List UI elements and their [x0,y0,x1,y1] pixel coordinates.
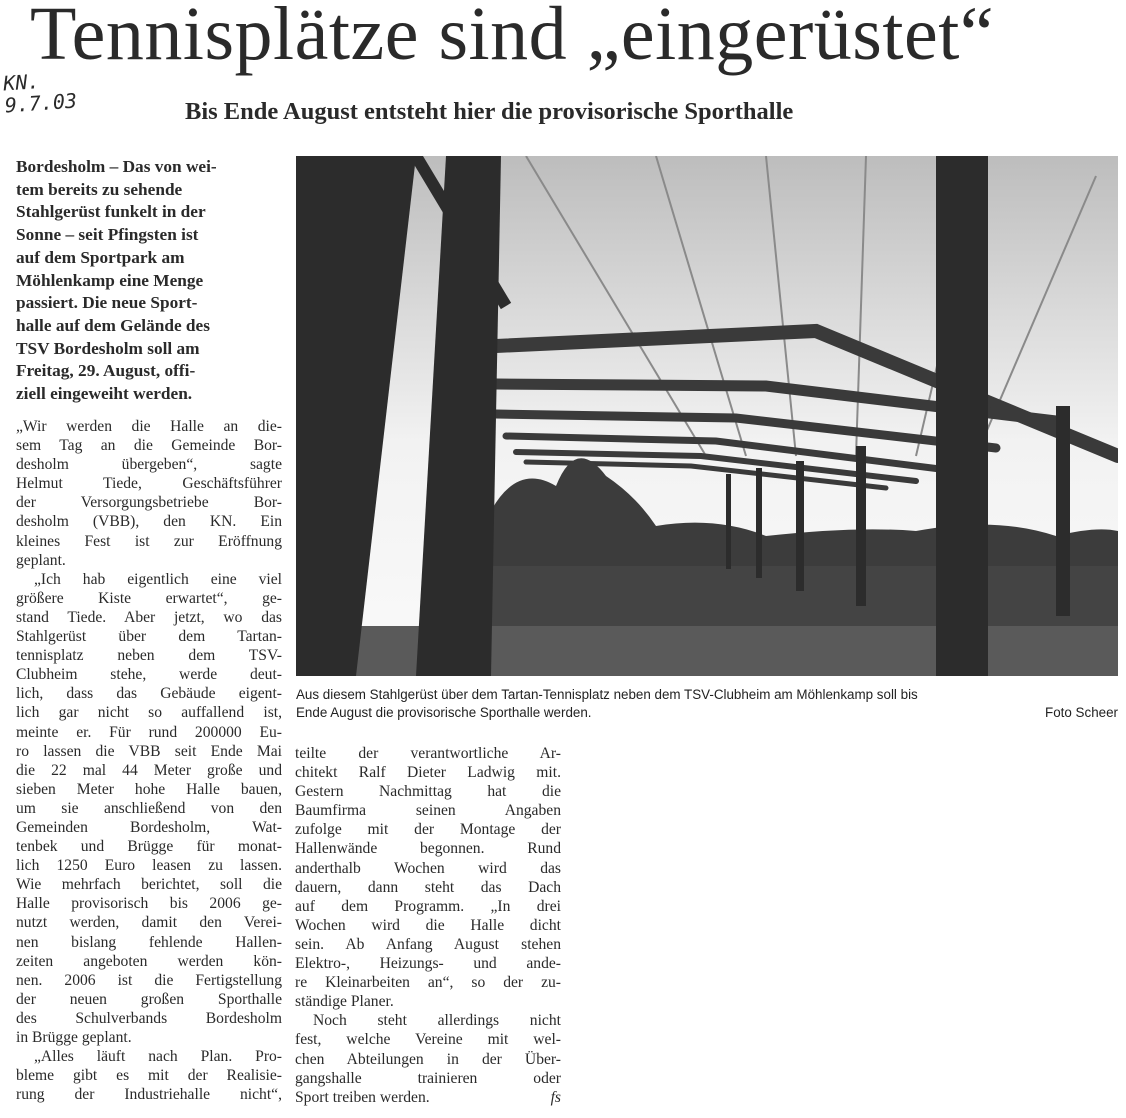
body-line: größere Kiste erwartet“, ge- [16,589,282,607]
lead-line: Stahlgerüst funkelt in der [16,202,206,222]
headline: Tennisplätze sind „eingerüstet“ [30,0,995,76]
body-line: der Versorgungsbetriebe Bor- [16,494,282,512]
body-line: sem Tag an die Gemeinde Bor- [16,437,282,455]
body-line: Wie mehrfach berichtet, soll die [16,876,282,894]
subheadline: Bis Ende August entsteht hier die provisorische Sporthalle [185,98,794,125]
body-line: zufolge mit der Montage der [295,821,561,839]
lead-line: ziell eingeweiht werden. [16,384,193,404]
handwritten-note [3,68,78,117]
body-line: Halle provisorisch bis 2006 ge- [16,895,282,913]
body-line: der neuen großen Sporthalle [16,990,282,1008]
lead-line: Bordesholm – Das von wei- [16,157,217,176]
body-line: desholm (VBB), den KN. Ein [16,513,282,531]
body-line: die 22 mal 44 Meter große und [16,761,282,779]
body-line: Helmut Tiede, Geschäftsführer [16,475,282,493]
body-line-text: Sport treiben werden. [295,1088,430,1106]
body-line: kleines Fest ist zur Eröffnung [16,532,282,550]
lead-line: TSV Bordesholm soll am [16,338,200,358]
body-line: geplant. [16,551,66,569]
body-line: chitekt Ralf Dieter Ladwig mit. [295,764,561,782]
body-line: Clubheim stehe, werde deut- [16,666,282,684]
body-line: nen bislang fehlende Hallen- [16,933,282,951]
body-line: lich 1250 Euro leasen zu lassen. [16,857,282,875]
body-line: stand Tiede. Aber jetzt, wo das [16,608,282,626]
body-line: Hallenwände begonnen. Rund [295,840,561,858]
body-line: chen Abteilungen in der Über- [295,1050,561,1068]
body-line: Baumfirma seinen Angaben [295,802,561,820]
body-line: in Brügge geplant. [16,1029,132,1046]
body-line: um sie anschließend von den [16,799,282,817]
lead-paragraph [16,156,284,406]
construction-photo [296,156,1118,676]
lead-line: Freitag, 29. August, offi- [16,361,196,381]
body-line: rung der Industriehalle nicht“, [16,1086,282,1104]
lead-line: halle auf dem Gelände des [16,315,210,335]
body-line: dauern, dann steht das Dach [295,878,561,896]
body-line: desholm übergeben“, sagte [16,456,282,474]
body-line: ro lassen die VBB seit Ende Mai [16,742,282,760]
body-line: Gemeinden Bordesholm, Wat- [16,818,282,836]
body-column-1 [16,417,282,1104]
body-line: „Alles läuft nach Plan. Pro- [34,1048,282,1066]
body-line: sein. Ab Anfang August stehen [295,935,561,953]
body-column-2 [295,744,561,1107]
body-line: re Kleinarbeiten an“, so der zu- [295,974,561,992]
lead-line: passiert. Die neue Sport- [16,293,198,313]
photo-credit: Foto Scheer [1045,705,1118,720]
photo-caption [296,686,1118,722]
steel-frame-illustration [296,156,1118,676]
handwritten-source: KN. [2,69,41,96]
body-line: tenbek und Brügge für monat- [16,838,282,856]
body-line: auf dem Programm. „In drei [295,897,561,915]
body-line: lich, dass das Gebäude eigent- [16,685,282,703]
body-line: sieben Meter hohe Halle bauen, [16,780,282,798]
caption-line: Ende August die provisorische Sporthalle werden. [296,705,592,720]
body-line: tennisplatz neben dem TSV- [16,647,282,665]
body-line-final [295,1088,561,1107]
body-line: gangshalle trainieren oder [295,1069,561,1087]
body-line: des Schulverbands Bordesholm [16,1009,282,1027]
caption-line: Aus diesem Stahlgerüst über dem Tartan-Tennisplatz neben dem TSV-Clubheim am Möhlenkamp soll bis [296,687,918,702]
body-line: teilte der verantwortliche Ar- [295,745,561,762]
lead-line: Sonne – seit Pfingsten ist [16,225,199,245]
lead-line: auf dem Sportpark am [16,247,185,267]
body-line: Elektro-, Heizungs- und ande- [295,955,561,973]
handwritten-date: 9.7.03 [4,88,78,118]
body-line: Gestern Nachmittag hat die [295,783,561,801]
body-line: lich gar nicht so auffallend ist, [16,704,282,722]
body-line: anderthalb Wochen wird das [295,859,561,877]
body-line: Stahlgerüst über dem Tartan- [16,628,282,646]
body-line: fest, welche Vereine mit wel- [295,1031,561,1049]
body-line: zeiten angeboten werden kön- [16,952,282,970]
body-line: Noch steht allerdings nicht [313,1012,561,1030]
author-signature: fs [550,1088,561,1106]
body-line: „Ich hab eigentlich eine viel [34,570,282,588]
lead-line: Möhlenkamp eine Menge [16,270,204,290]
body-line: meinte er. Für rund 200000 Eu- [16,723,282,741]
lead-line: tem bereits zu sehende [16,179,183,199]
body-line: bleme gibt es mit der Realisie- [16,1067,282,1085]
body-line: nutzt werden, damit den Verei- [16,914,282,932]
body-line: „Wir werden die Halle an die- [16,418,282,435]
body-line: nen. 2006 ist die Fertigstellung [16,971,282,989]
body-line: ständige Planer. [295,993,394,1011]
body-line: Wochen wird die Halle dicht [295,916,561,934]
